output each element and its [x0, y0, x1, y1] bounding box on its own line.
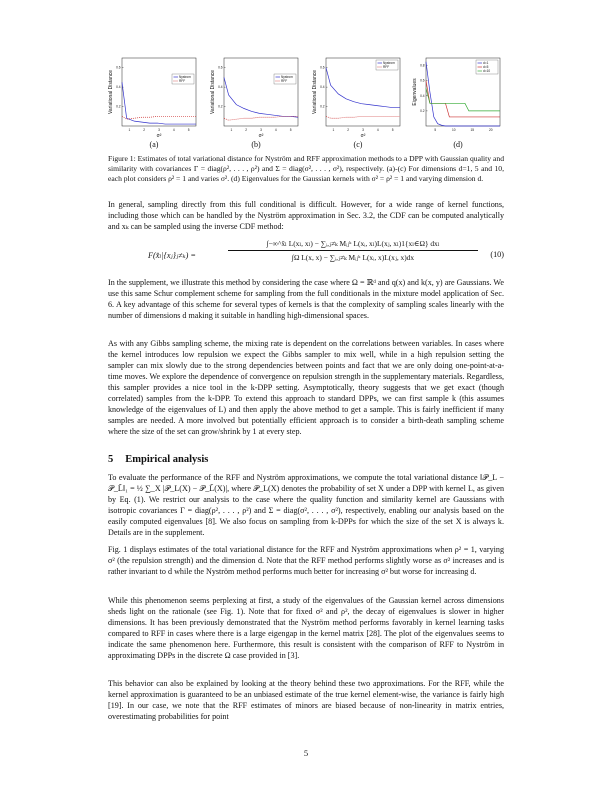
y-tick-label: 0.4 [116, 85, 121, 90]
figure-1 [108, 54, 504, 150]
equation-lhs: F(x̂ₗ|{xⱼ}ⱼ≠ₖ) = [148, 251, 196, 260]
panel-sublabel: (b) [251, 140, 261, 149]
paragraph: As with any Gibbs sampling scheme, the mixing rate is dependent on the correlations between variables. In cases where the kernel introduces low repulsion we expect the Gibbs sampler to mix well, while in a high repulsion setting the sampler can mix slowly due to the strong dependencies between points and fact that we are only doing one-point-at-a-time moves. We explore the dependence of convergence on repulsion strength in the supplementary materials. Regardless, this sampler provides a nice tool in the k-DPP setting. Asymptotically, theory suggests that we get exact (though correlated) samples from the k-DPP. To extend this approach to standard DPPs, we can first sample k (this assumes knowledge of the eigenvalues of L) and then apply the above method to get a sample. This is fairly inefficient if many samples are needed. A more involved but potentially efficient approach is to consider a birth-death sampling scheme where the size of the set can grow/shrink by 1 at every step. [108, 339, 504, 436]
panel-sublabel: (c) [353, 140, 363, 149]
x-tick-label: 5 [187, 128, 190, 132]
x-tick-label: 15 [470, 128, 475, 132]
y-tick-label: 0.4 [218, 85, 223, 90]
legend-label: RFF [281, 79, 288, 84]
chart-a [108, 54, 200, 140]
x-axis-label: σ² [156, 133, 162, 139]
chart-b [210, 54, 302, 140]
section-number: 5 [108, 454, 114, 465]
legend-label: d=10 [483, 69, 491, 74]
panel-sublabel: (a) [149, 140, 159, 149]
paragraph: While this phenomenon seems perplexing at first, a study of the eigenvalues of the Gaussian kernel across dimensions sheds light on the rationale (see Fig. 1). Note that for fixed σ² and ρ², the decay of eigenvalues is slower in higher dimensions. It has been previously demonstrated that the Nyström method performs favorably in kernel learning tasks compared to RFF in cases where there is a large eigengap in the kernel matrix [28]. The plot of the eigenvalues seems to indicate the same phenomenon here. Furthermore, this result is consistent with the comparison of RFF to Nyström in approximating DPPs in the discrete Ω case provided in [3]. [108, 596, 504, 660]
paragraph: This behavior can also be explained by looking at the theory behind these two approximations. For the RFF, while the kernel approximation is guaranteed to be an unbiased estimate of the true kernel element-wise, the variance is fairly high [19]. In our case, we note that the RFF estimates of minors are biased because of non-linearity in matrix entries, overestimating probabilities for point [108, 679, 504, 721]
paragraph: Fig. 1 displays estimates of the total variational distance for the RFF and Nyström approximations when ρ² = 1, varying σ² (the repulsion strength) and the dimension d. Note that the RFF method performs slightly worse as σ² increases and is rather invariant to d while the Nyström method performs much better for increasing σ² but worse for increasing d. [108, 545, 504, 576]
y-tick-label: 0.2 [420, 108, 425, 113]
x-tick-label: 3 [158, 128, 160, 132]
page-number: 5 [303, 748, 309, 758]
figure-caption: Figure 1: Estimates of total variational distance for Nyström and RFF approximation methods to a DPP with Gaussian quality and similarity with covariances Γ = diag(ρ², . . . , ρ²) and Σ = diag(σ², . . . , σ²), respectively. (a)-(c) For dimensions d=1, 5 and 10, each plot considers ρ² = 1 and varies σ². (d) Eigenvalues for the Gaussian kernels with σ² = ρ² = 1 and varying dimension d. [108, 154, 504, 183]
legend-label: Nystrom [383, 61, 395, 66]
x-axis-label: σ² [258, 133, 264, 139]
x-tick-label: 5 [289, 128, 292, 132]
equation-fraction [228, 239, 478, 262]
y-tick-label: 0.6 [420, 78, 425, 83]
y-tick-label: 0.4 [320, 85, 325, 90]
x-tick-label: 3 [362, 128, 364, 132]
x-tick-label: 5 [391, 128, 394, 132]
equation-numerator: ∫−∞^x̂ₗ L(xₗ, xₗ) − ∑ᵢ,ⱼ≠ₖ Mᵢⱼᵏ L(xᵢ, xₗ)L(xⱼ, xₗ)1{xₗ∈Ω} dxₗ [228, 239, 478, 251]
legend-label: RFF [179, 79, 186, 84]
x-tick-label: 10 [451, 128, 456, 132]
figure-panel-d [412, 54, 504, 150]
y-tick-label: 0.8 [420, 63, 425, 68]
legend-label: RFF [383, 65, 390, 70]
y-tick-label: 0.6 [116, 65, 121, 70]
equation-number: (10) [490, 250, 504, 259]
chart-c [312, 54, 404, 140]
figure-panel-b [210, 54, 302, 150]
section-heading [108, 454, 208, 465]
series-line [326, 68, 400, 108]
legend-label: Nystrom [179, 75, 191, 80]
figure-panel-a [108, 54, 200, 150]
legend-label: d=1 [483, 61, 489, 66]
series-line [326, 116, 400, 118]
y-axis-label: Variational Distance [210, 69, 216, 115]
figure-panel-c [312, 54, 404, 150]
x-tick-label: 2 [245, 128, 248, 132]
x-tick-label: 4 [376, 128, 379, 132]
equation-denominator: ∫Ω L(x, x) − ∑ᵢ,ⱼ≠ₖ Mᵢⱼᵏ L(xᵢ, x)L(xⱼ, x)dx [291, 253, 415, 262]
x-tick-label: 5 [434, 128, 437, 132]
series-line [122, 116, 196, 119]
series-line [426, 81, 500, 117]
section-title: Empirical analysis [125, 454, 209, 465]
legend-label: d=5 [483, 65, 489, 70]
paragraph: To evaluate the performance of the RFF and Nyström approximations, we compute the total variational distance ‖𝒫_L − 𝒫_L̃‖₁ = ½ ∑_X |𝒫_L(X) − 𝒫_L̃(X)|, where 𝒫_L(X) denotes the probability of set X under a DPP with kernel L, as given by Eq. (1). We restrict our analysis to the case where the quality function and similarity kernel are Gaussians with isotropic covariances Γ = diag(ρ², . . . , ρ²) and Σ = diag(σ², . . . , σ²), respectively, enabling our analysis based on the easily computed eigenvalues [8]. We also focus on sampling from k-DPPs for which the size of the set X is always k. Details are in the supplement. [108, 473, 504, 537]
paragraph: In the supplement, we illustrate this method by considering the case where Ω = ℝᵈ and q(x) and k(x, y) are Gaussians. We use this same Schur complement scheme for sampling from the full conditionals in the mixture model application of Sec. 6. A key advantage of this scheme for several types of kernels is that the complexity of sampling scales linearly with the number of dimensions d making it suitable in handling high-dimensional spaces. [108, 278, 504, 320]
plot-frame [224, 58, 298, 126]
x-tick-label: 20 [488, 128, 493, 132]
chart-d [412, 54, 504, 140]
y-tick-label: 0.2 [218, 104, 223, 109]
panel-sublabel: (d) [453, 140, 463, 149]
y-axis-label: Variational Distance [312, 69, 318, 115]
x-tick-label: 2 [143, 128, 146, 132]
x-tick-label: 2 [347, 128, 350, 132]
y-tick-label: 0.2 [116, 104, 121, 109]
y-tick-label: 0.6 [218, 65, 223, 70]
series-line [122, 82, 196, 124]
x-tick-label: 4 [274, 128, 277, 132]
x-axis-label: σ² [360, 133, 366, 139]
equation-10 [108, 239, 504, 275]
x-tick-label: 3 [260, 128, 262, 132]
y-axis-label: Eigenvalues [412, 78, 418, 106]
series-line [426, 88, 500, 111]
y-axis-label: Variational Distance [108, 69, 114, 115]
series-line [224, 116, 298, 120]
y-tick-label: 0.6 [320, 65, 325, 70]
paragraph: In general, sampling directly from this full conditional is difficult. However, for a wide range of kernel functions, including those which can be handled by the Nyström approximation in Sec. 3.2, the CDF can be computed analytically and xₖ can be sampled using the inverse CDF method: [108, 200, 504, 231]
plot-frame [122, 58, 196, 126]
x-tick-label: 4 [172, 128, 175, 132]
legend-label: Nystrom [281, 75, 293, 80]
x-tick-label: 1 [128, 128, 131, 132]
x-tick-label: 1 [332, 128, 335, 132]
y-tick-label: 0.4 [420, 93, 425, 98]
y-tick-label: 0.2 [320, 104, 325, 109]
x-tick-label: 1 [230, 128, 233, 132]
